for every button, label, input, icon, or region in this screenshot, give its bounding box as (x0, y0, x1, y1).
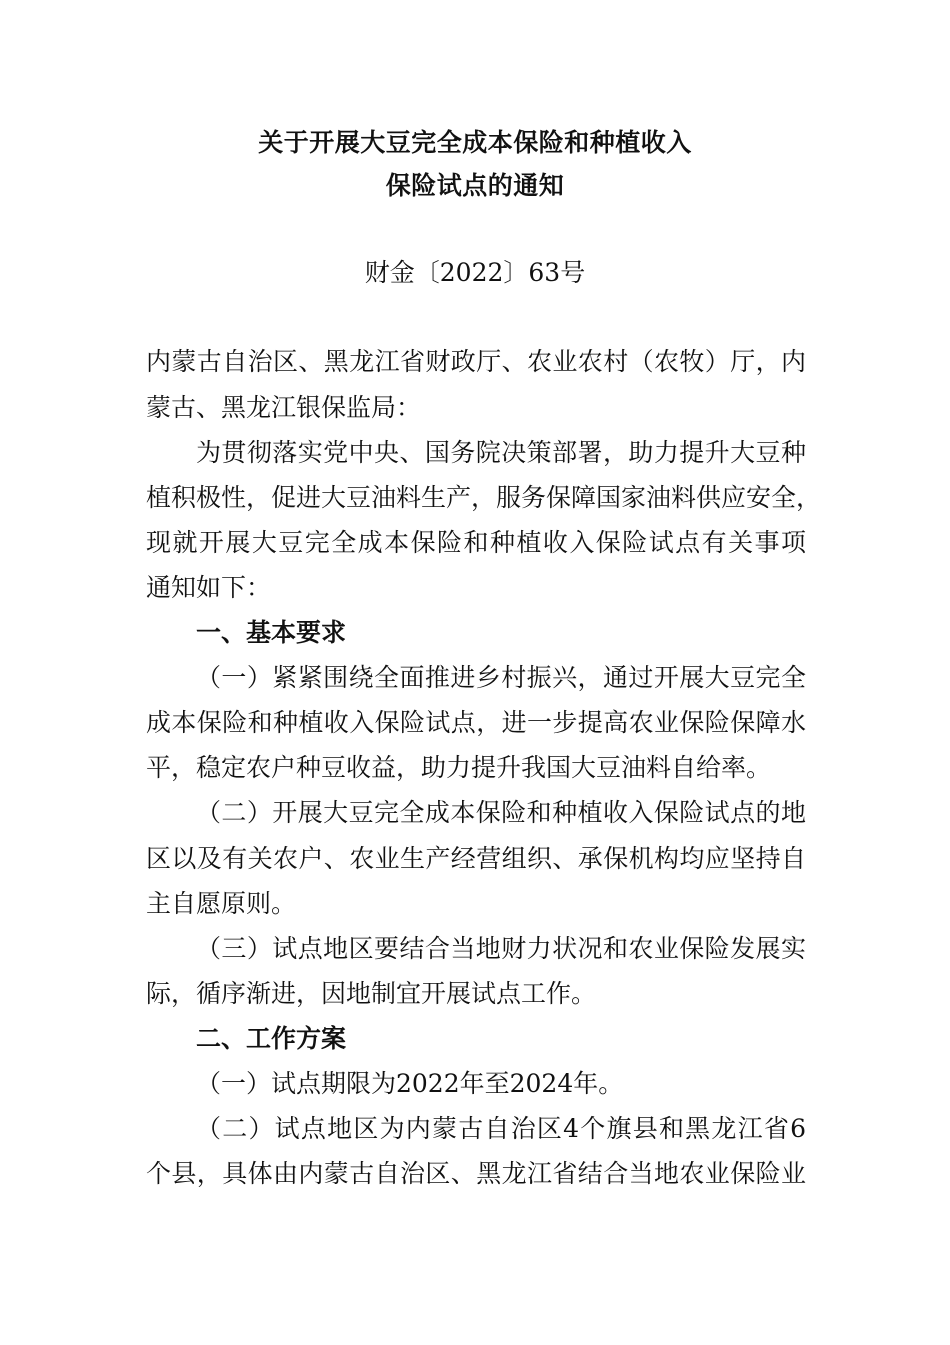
intro-paragraph-line: 通知如下： (146, 573, 272, 602)
intro-paragraph-line: 植积极性，促进大豆油料生产，服务保障国家油料供应安全， (146, 483, 822, 512)
recipients-line: 内蒙古自治区、黑龙江省财政厅、农业农村（农牧）厅，内 (146, 347, 806, 376)
section-heading-basic-requirements: 一、基本要求 (196, 618, 347, 647)
document-title-line-2: 保险试点的通知 (385, 171, 565, 200)
section-heading-work-plan: 二、工作方案 (196, 1024, 347, 1053)
intro-paragraph-line: 现就开展大豆完全成本保险和种植收入保险试点有关事项 (146, 528, 806, 557)
document-number: 财金〔2022〕63号 (364, 258, 586, 287)
paragraph-line: 主自愿原则。 (146, 889, 297, 918)
recipients-line: 蒙古、黑龙江银保监局： (146, 393, 422, 422)
paragraph-line: （三）试点地区要结合当地财力状况和农业保险发展实 (196, 934, 806, 963)
paragraph-line: 个县，具体由内蒙古自治区、黑龙江省结合当地农业保险业 (146, 1159, 806, 1188)
paragraph-line: 区以及有关农户、农业生产经营组织、承保机构均应坚持自 (146, 844, 806, 873)
paragraph-line: 成本保险和种植收入保险试点，进一步提高农业保险保障水 (146, 708, 806, 737)
paragraph-line: （一）紧紧围绕全面推进乡村振兴，通过开展大豆完全 (196, 663, 806, 692)
intro-paragraph-line: 为贯彻落实党中央、国务院决策部署，助力提升大豆种 (196, 438, 806, 467)
paragraph-line: 际，循序渐进，因地制宜开展试点工作。 (146, 979, 597, 1008)
paragraph-line: 平，稳定农户种豆收益，助力提升我国大豆油料自给率。 (146, 753, 772, 782)
paragraph-line: （二）试点地区为内蒙古自治区4个旗县和黑龙江省6 (196, 1114, 806, 1143)
paragraph-line: （一）试点期限为2022年至2024年。 (196, 1069, 624, 1098)
document-title-line-1: 关于开展大豆完全成本保险和种植收入 (258, 128, 692, 157)
paragraph-line: （二）开展大豆完全成本保险和种植收入保险试点的地 (196, 798, 806, 827)
